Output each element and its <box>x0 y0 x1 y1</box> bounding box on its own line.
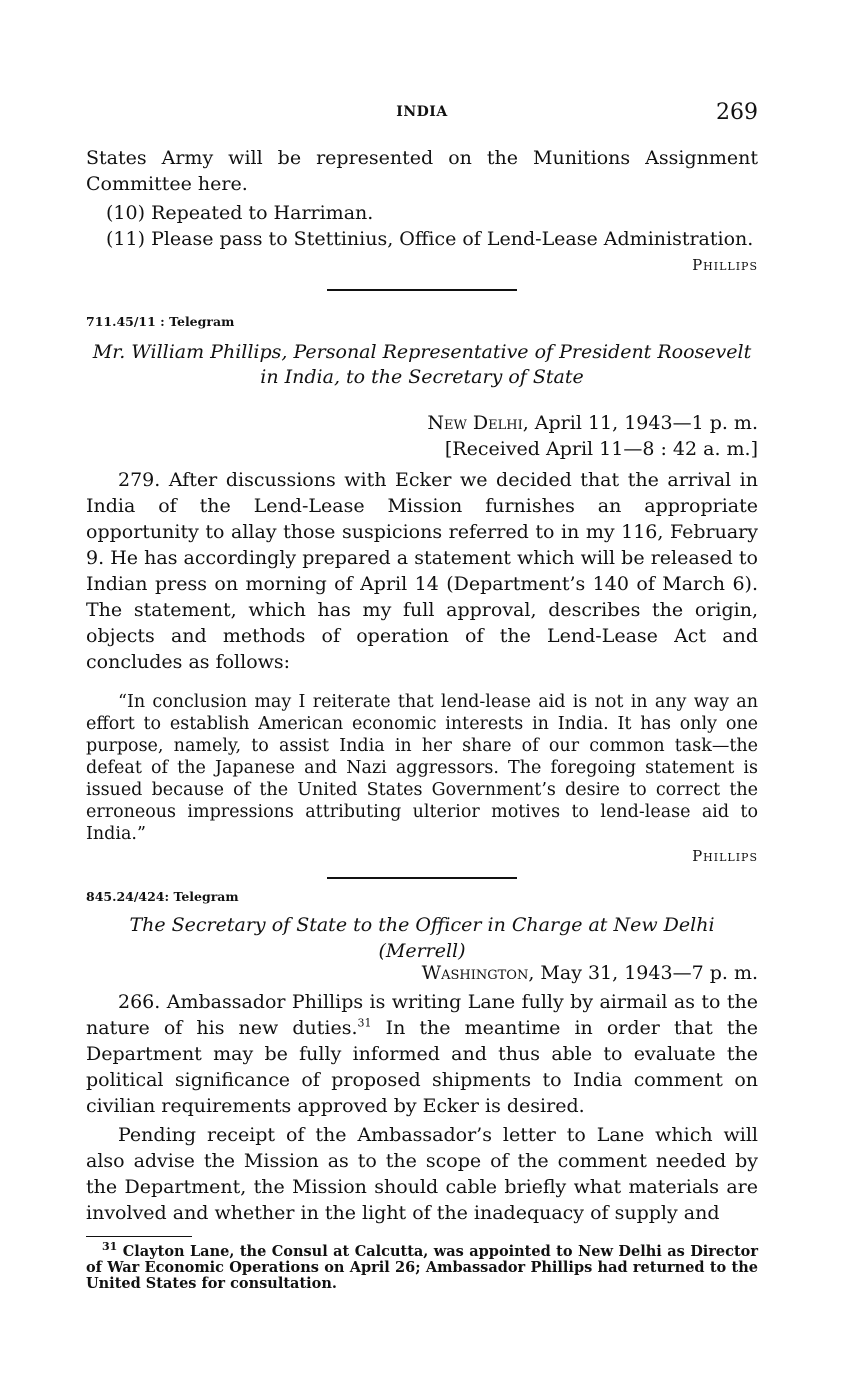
telegram-paragraph: Pending receipt of the Ambassador’s letter to Lane which will also advise the Mission as to the scope of the comment needed by the Department, the Mission should cable briefly what materials are involved and whether in the light of the inadequacy of supply and <box>86 1124 758 1224</box>
running-title: INDIA <box>396 104 448 120</box>
dateline <box>422 960 758 986</box>
continuation-paragraph: States Army will be represented on the Munitions Assignment Committee here. <box>86 147 758 195</box>
footnote-text: Clayton Lane, the Consul at Calcutta, was appointed to New Delhi as Director of War Economic Operations on April 26; Ambassador Phillips had returned to the United States for consultation. <box>86 1243 758 1292</box>
telegram-paragraph: 279. After discussions with Ecker we decided that the arrival in India of the Lend-Lease Mission furnishes an appropriate opportunity to allay those suspicions referred to in my 116, February 9. He has accordingly prepared a statement which will be released to Indian press on morning of April 14 (Department’s 140 of March 6). The statement, which has my full approval, describes the origin, objects and methods of operation of the Lend-Lease Act and concludes as follows: <box>86 469 758 673</box>
signature: Phillips <box>692 847 758 865</box>
section-divider <box>327 289 517 291</box>
dateline-place: Washington <box>421 962 529 984</box>
dateline-place: New Delhi <box>427 412 523 434</box>
item-number: (11) <box>106 228 146 250</box>
item-number: (10) <box>106 202 146 224</box>
telegram-paragraph <box>86 989 758 1119</box>
dateline-date: , April 11, 1943—1 p. m. <box>522 412 758 434</box>
footnote-reference: 31 <box>357 1016 372 1030</box>
file-number: 845.24/424: Telegram <box>86 889 239 904</box>
footnote-marker: 31 <box>102 1240 118 1254</box>
signature: Phillips <box>692 256 758 274</box>
quoted-statement: “In conclusion may I reiterate that lend-lease aid is not in any way an effort to establish American economic interests in India. It has only one purpose, namely, to assist India in her share of our common task—the defeat of the Japanese and Nazi aggressors. The foregoing statement is issued because of the United States Government’s desire to correct the erroneous impressions attributing ulterior motives to lend-lease aid to India.” <box>86 692 758 844</box>
item-text: Please pass to Stettinius, Office of Lend-Lease Administration. <box>151 228 754 250</box>
page-number: 269 <box>716 100 758 125</box>
section-divider <box>327 877 517 879</box>
received-line: [Received April 11—8 : 42 a. m.] <box>444 438 758 460</box>
paragraph-text: 266. Ambassador Phillips is writing Lane fully by airmail as to the nature of his new duties. <box>86 991 758 1039</box>
dateline <box>427 410 758 436</box>
document-heading-line: Mr. William Phillips, Personal Representative of President Roosevelt <box>92 341 752 363</box>
running-head <box>86 100 758 126</box>
footnote <box>86 1240 758 1292</box>
list-item <box>106 226 758 252</box>
dateline-date: , May 31, 1943—7 p. m. <box>528 962 758 984</box>
list-item <box>106 200 758 226</box>
item-text: Repeated to Harriman. <box>151 202 374 224</box>
paragraph-text: In the meantime in order that the Department may be fully informed and thus able to evaluate the political significance of proposed shipments to India comment on civilian requirements approved by Ecker is desired. <box>86 1017 758 1117</box>
file-number: 711.45/11 : Telegram <box>86 314 235 329</box>
footnote-divider <box>86 1236 192 1237</box>
document-heading: The Secretary of State to the Officer in Charge at New Delhi (Merrell) <box>129 914 715 962</box>
document-heading-line: in India, to the Secretary of State <box>260 366 584 388</box>
